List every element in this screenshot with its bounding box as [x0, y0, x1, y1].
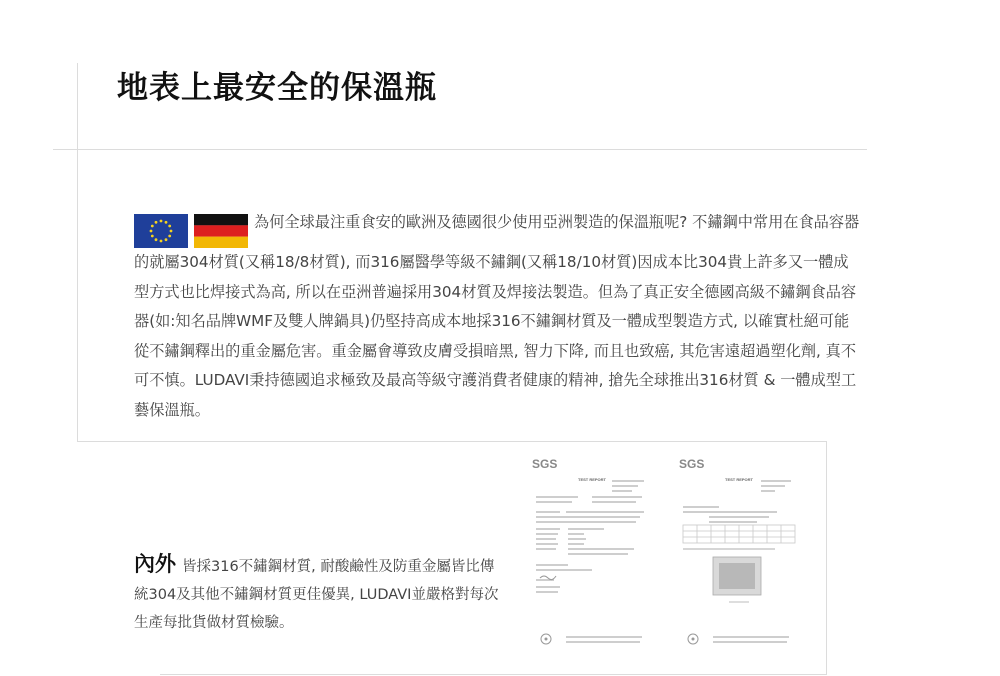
sgs-logo: SGS [532, 457, 558, 471]
header-divider [53, 149, 867, 150]
material-text: 皆採316不鏽鋼材質, 耐酸鹼性及防重金屬皆比傳統304及其他不鏽鋼材質更佳優異, LUDAVI並嚴格對每次生產每批貨做材質檢驗。 [134, 559, 499, 631]
eu-flag-icon [134, 214, 188, 248]
page-title: 地表上最安全的保溫瓶 [117, 70, 437, 106]
report-title: TEST REPORT [725, 477, 754, 482]
reports-frame-right [826, 441, 827, 675]
intro-text: 為何全球最注重食安的歐洲及德國很少使用亞洲製造的保溫瓶呢? 不鏽鋼中常用在食品容器的就屬304材質(又稱18/8材質), 而316屬醫學等級不鏽鋼(又稱18/10材質)因成本比304貴上許多又一體成型方式也比焊接式為高, 所以在亞洲普遍採用304材質及焊接法製造。但為了真正安全德國高級不鏽鋼食品容器(如:知名品牌WMF及雙人牌鍋具)仍堅持高成本地採316不鏽鋼材質及一體成型製造方式, 以確實杜絕可能從不鏽鋼釋出的重金屬危害。重金屬會導致皮膚受損暗黑, 智力下降, 而且也致癌, 其危害遠超過塑化劑, 真不可不慎。LUDAVI秉持德國追求極致及最高等級守護消費者健康的精神, 搶先全球推出316材質 & 一體成型工藝保溫瓶。 [134, 213, 860, 419]
material-note [134, 548, 504, 637]
reports-frame-bottom [160, 674, 827, 675]
report-1-content [532, 457, 664, 657]
report-title: TEST REPORT [578, 477, 607, 482]
sgs-report-2 [679, 457, 811, 657]
flags [134, 214, 248, 248]
report-2-content [679, 457, 811, 657]
intro-paragraph [134, 208, 862, 425]
section-divider [77, 441, 827, 442]
material-heading: 內外 [134, 552, 176, 576]
sgs-logo: SGS [679, 457, 705, 471]
sgs-report-1 [532, 457, 664, 657]
germany-flag-icon [194, 214, 248, 248]
left-frame-line [77, 63, 78, 442]
